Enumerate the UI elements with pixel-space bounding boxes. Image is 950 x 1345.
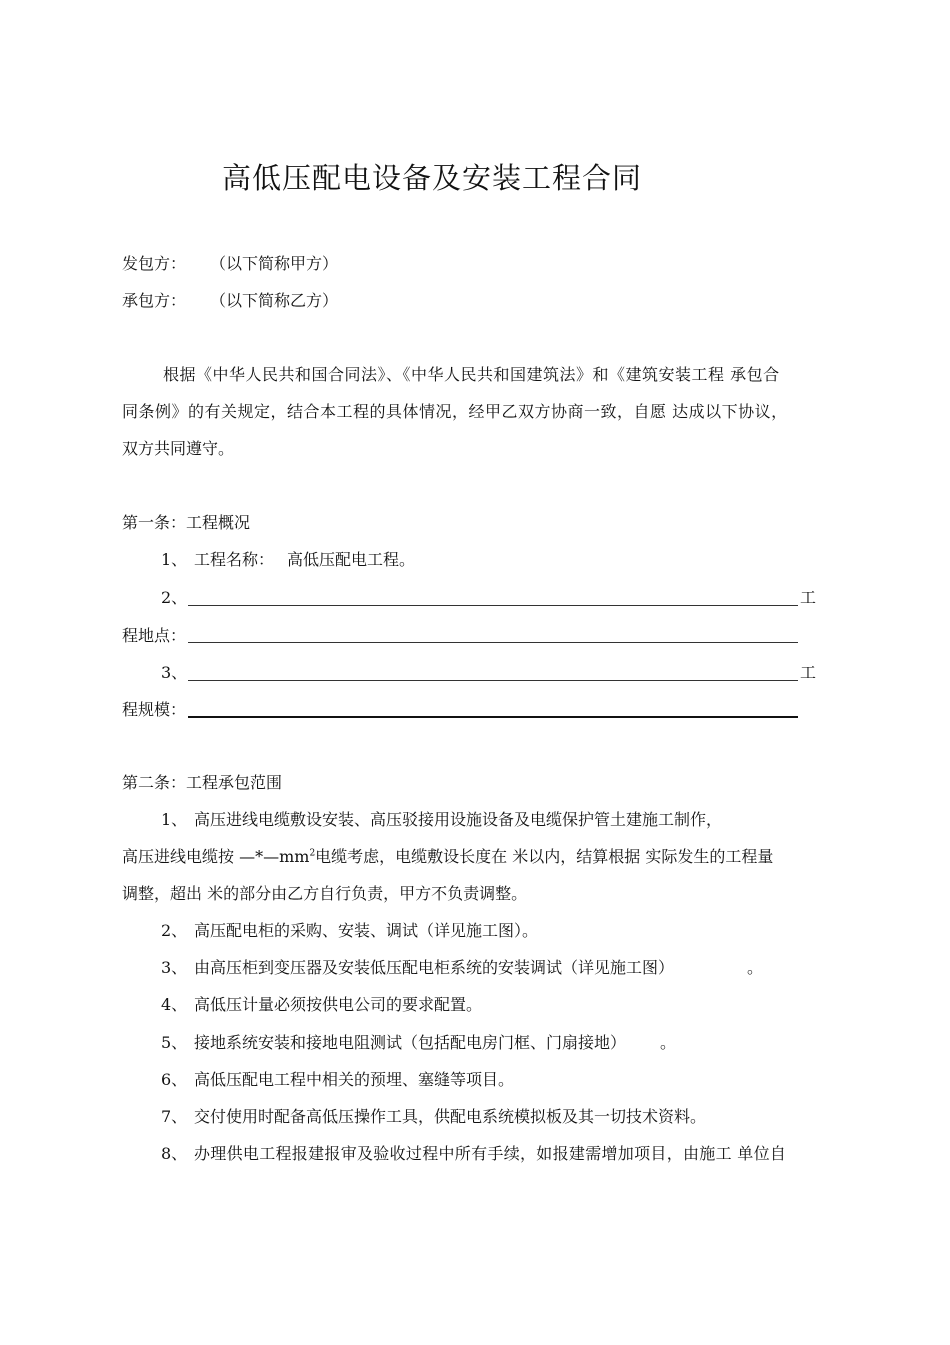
article-1-item-2-label: 程地点： [122, 626, 187, 645]
article-2-item-6-text: 高低压配电工程中相关的预埋、塞缝等项目。 [194, 1070, 515, 1089]
article-1-item-3-label: 程规模： [122, 700, 187, 719]
cable-length-text: 电缆考虑，电缆敷设长度在 米以内，结算根据 实际发生的工程量 [315, 847, 774, 866]
preamble-line-2: 同条例》的有关规定，结合本工程的具体情况，经甲乙双方协商一致，自愿 达成以下协议， [122, 402, 788, 421]
article-2-item-1-line-2 [122, 847, 773, 867]
article-1-heading: 第一条：工程概况 [122, 513, 251, 532]
blank-underline [188, 605, 798, 606]
article-2-item-3-text: 由高压柜到变压器及安装低压配电柜系统的安装调试（详见施工图） [194, 958, 675, 977]
employer-label: 发包方： [122, 254, 187, 273]
contractor-label: 承包方： [122, 291, 187, 310]
article-1-item-1-label: 工程名称： [194, 550, 275, 569]
article-1-item-1-number: 1、 [161, 550, 188, 569]
employer-note: （以下简称甲方） [210, 254, 339, 273]
article-1-item-3-tail: 工 [800, 663, 817, 682]
blank-underline [188, 680, 798, 681]
cable-spec-text: 高压进线电缆按 —*—mm [122, 847, 310, 866]
contractor-note: （以下简称乙方） [210, 291, 339, 310]
article-2-heading: 第二条：工程承包范围 [122, 773, 283, 792]
article-2-item-5-number: 5、 [161, 1033, 188, 1052]
article-2-item-5-text: 接地系统安装和接地电阻测试（包括配电房门框、门扇接地） [194, 1033, 627, 1052]
article-2-item-8-text: 办理供电工程报建报审及验收过程中所有手续，如报建需增加项目，由施工 单位自 [194, 1144, 787, 1163]
article-2-item-3-end: 。 [747, 958, 764, 977]
article-2-item-4-number: 4、 [161, 995, 188, 1014]
scale-underline [188, 716, 798, 718]
article-1-item-1-value: 高低压配电工程。 [287, 550, 416, 569]
contract-title: 高低压配电设备及安装工程合同 [222, 161, 643, 195]
article-1-item-2-number: 2、 [161, 588, 188, 607]
preamble-line-1: 根据《中华人民共和国合同法》、《中华人民共和国建筑法》和《建筑安装工程 承包合 [163, 365, 780, 384]
article-2-item-2-number: 2、 [161, 921, 188, 940]
article-2-item-5-end: 。 [660, 1033, 677, 1052]
article-1-item-2-tail: 工 [800, 588, 817, 607]
preamble-line-3: 双方共同遵守。 [122, 439, 235, 458]
article-2-item-1-text: 高压进线电缆敷设安装、高压驳接用设施设备及电缆保护管土建施工制作， [194, 810, 723, 829]
squared-superscript: 2 [309, 848, 316, 859]
article-2-item-1-number: 1、 [161, 810, 188, 829]
location-underline [188, 642, 798, 643]
article-2-item-2-text: 高压配电柜的采购、安装、调试（详见施工图）。 [194, 921, 539, 940]
article-1-item-3-number: 3、 [161, 663, 188, 682]
article-2-item-1-line-3: 调整，超出 米的部分由乙方自行负责，甲方不负责调整。 [122, 884, 528, 903]
article-2-item-7-text: 交付使用时配备高低压操作工具，供配电系统模拟板及其一切技术资料。 [194, 1107, 707, 1126]
article-2-item-3-number: 3、 [161, 958, 188, 977]
article-2-item-8-number: 8、 [161, 1144, 188, 1163]
article-2-item-6-number: 6、 [161, 1070, 188, 1089]
article-2-item-4-text: 高低压计量必须按供电公司的要求配置。 [194, 995, 483, 1014]
article-2-item-7-number: 7、 [161, 1107, 188, 1126]
